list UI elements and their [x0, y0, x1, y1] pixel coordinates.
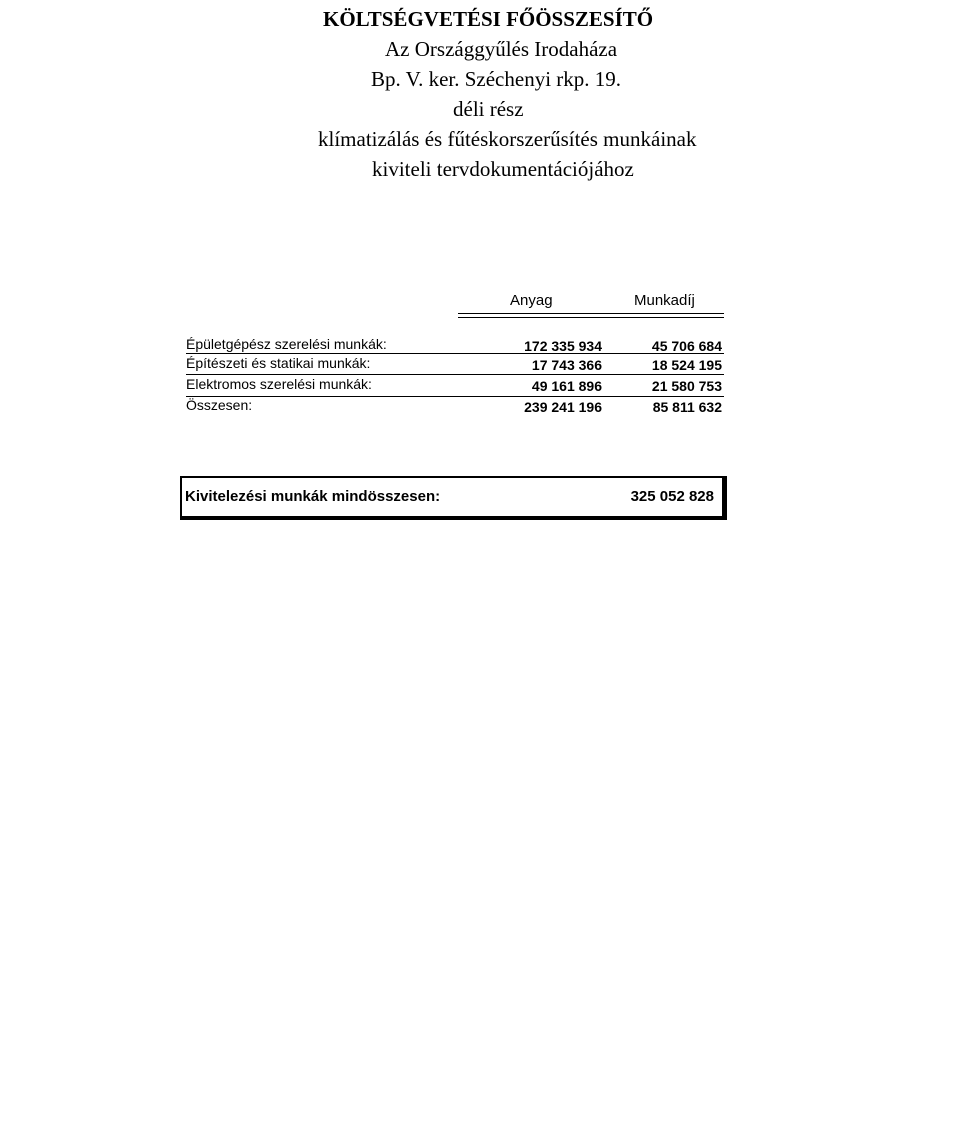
- grand-total-value: 325 052 828: [630, 488, 714, 505]
- total-label: Összesen:: [186, 397, 253, 413]
- row-munkadij-value: 21 580 753: [651, 378, 722, 394]
- column-header-anyag: Anyag: [510, 292, 553, 309]
- header-double-rule: [458, 313, 724, 318]
- row-anyag-value: 49 161 896: [531, 378, 602, 394]
- row-divider: [186, 353, 724, 354]
- row-label: Épületgépész szerelési munkák:: [186, 336, 387, 352]
- work-description: klímatizálás és fűtéskorszerűsítés munkáinak: [318, 127, 697, 151]
- row-anyag-value: 172 335 934: [524, 338, 602, 354]
- total-munkadij-value: 85 811 632: [652, 399, 722, 415]
- row-label: Elektromos szerelési munkák:: [186, 376, 372, 392]
- address: Bp. V. ker. Széchenyi rkp. 19.: [371, 67, 622, 91]
- document-type: kiviteli tervdokumentációjához: [372, 157, 634, 181]
- grand-total-box: [180, 476, 727, 520]
- row-munkadij-value: 18 524 195: [651, 357, 722, 373]
- row-divider: [186, 374, 724, 375]
- row-anyag-value: 17 743 366: [531, 357, 602, 373]
- building-part: déli rész: [453, 97, 524, 121]
- row-label: Építészeti és statikai munkák:: [186, 355, 371, 371]
- total-anyag-value: 239 241 196: [524, 399, 602, 415]
- building-name: Az Országgyűlés Irodaháza: [385, 37, 618, 61]
- document-title: KÖLTSÉGVETÉSI FŐÖSSZESÍTŐ: [323, 7, 654, 31]
- column-header-munkadij: Munkadíj: [634, 292, 695, 309]
- row-divider: [186, 396, 724, 397]
- cost-summary-table: [0, 0, 960, 420]
- row-munkadij-value: 45 706 684: [651, 338, 722, 354]
- grand-total-label: Kivitelezési munkák mindösszesen:: [185, 488, 441, 505]
